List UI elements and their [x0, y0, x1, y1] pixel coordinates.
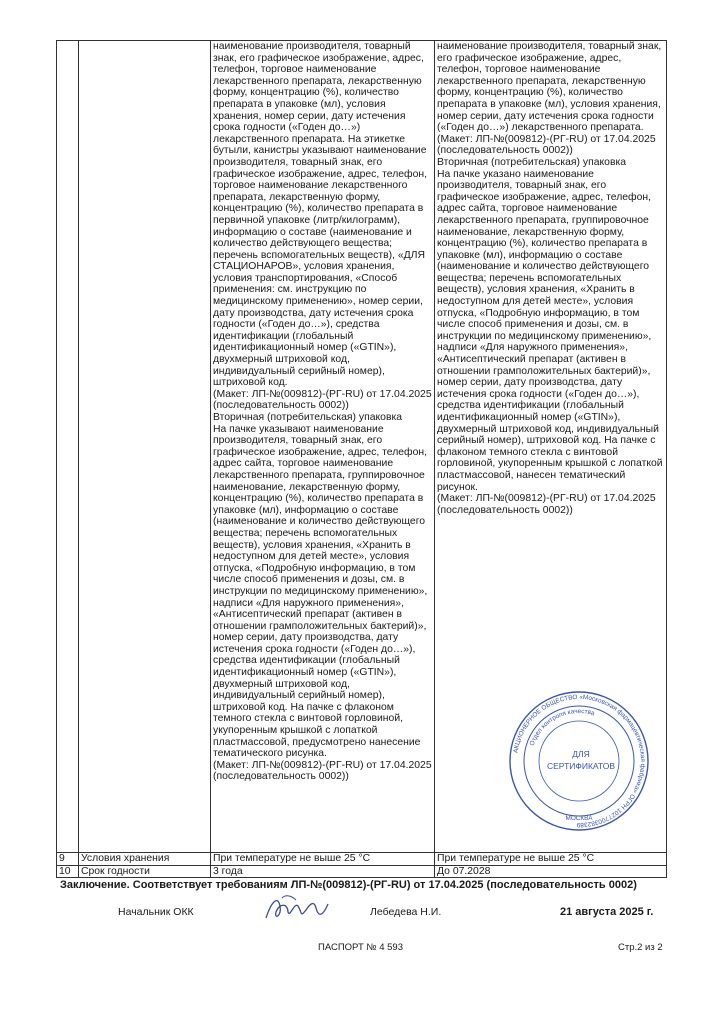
actual-cell: наименование производителя, товарный знак, его графическое изображение, адрес, телефон, торговое наименование лекарственного препарата, лекарственную форму, концентрацию (%), количество препарата в упаковке (мл), условия хранения, номер серии, дату истечения срока годности («Годен до…») лекарственного препарата. (Макет: ЛП-№(009812)-(РГ-RU) от 17.04.2025 (последовательность 0002)) Вторичная (потребительская) упаковка На пачке указано наименование производителя, товарный знак, его графическое изображение, адрес, телефон, адрес сайта, торговое наименование лекарственного препарата, группировочное наименование, лекарственную форму, концентрацию (%), количество препарата в упаковке (мл), информацию о составе (наименование и количество действующего вещества; перечень вспомогательных веществ), условия хранения, «Хранить в недоступном для детей месте», условия отпуска, «Подробную информацию, в том числе способ применения и дозы, см. в инструкции по медицинскому применению», надписи «Для наружного применения», «Антисептический препарат (активен в отношении грамположительных бактерий)», номер серии, дату производства, дату истечения срока годности («Годен до…»), средства идентификации (глобальный идентификационный номер («GTIN»), двухмерный штриховой код, индивидуальный серийный номер), штриховой код. На пачке с флаконом темного стекла с винтовой горловиной, укупоренным крышкой с лопаткой пластмассовой, нанесен тематический рисунок. (Макет: ЛП-№(009812)-(РГ-RU) от 17.04.2025 (последовательность 0002)): [435, 41, 667, 853]
table-cell-num: [57, 41, 79, 853]
row-actual: При температуре не выше 25 °С: [435, 853, 667, 866]
stamp-city: МОСКВА: [565, 815, 593, 822]
requirement-cell: наименование производителя, товарный знак, его графическое изображение, адрес, телефон, торговое наименование лекарственного препарата, лекарственную форму, концентрацию (%), количество препарата в упаковке (мл), условия хранения, номер серии, дату истечения срока годности («Годен до…») лекарственного препарата. На этикетке бутыли, канистры указывают наименование производителя, товарный знак, его графическое изображение, адрес, телефон, торговое наименование лекарственного препарата, лекарственную форму, концентрацию (%), количество препарата в первичной упаковке (литр/килограмм), информацию о составе (наименование и количество действующего вещества; перечень вспомогательных веществ), «ДЛЯ СТАЦИОНАРОВ», условия хранения, условия транспортирования, «Способ применения: см. инструкцию по медицинскому применению», номер серии, дату производства, дату истечения срока годности («Годен до…»), средства идентификации (глобальный идентификационный номер («GTIN»), двухмерный штриховой код, индивидуальный серийный номер), штриховой код. (Макет: ЛП-№(009812)-(РГ-RU) от 17.04.2025 (последовательность 0002)) Вторичная (потребительская) упаковка На пачке указывают наименование производителя, товарный знак, его графическое изображение, адрес, телефон, адрес сайта, торговое наименование лекарственного препарата, группировочное наименование, лекарственную форму, концентрацию (%), количество препарата в упаковке (мл), информацию о составе (наименование и количество действующего вещества; перечень вспомогательных веществ), условия хранения, «Хранить в недоступном для детей месте», условия отпуска, «Подробную информацию, в том числе способ применения и дозы, см. в инструкции по медицинскому применению», надписи «Для наружного применения», «Антисептический препарат (активен в отношении грамположительных бактерий)», номер серии, дату производства, дату истечения срока годности («Годен до…»), средства идентификации (глобальный идентификационный номер («GTIN»), двухмерный штриховой код, индивидуальный серийный номер), штриховой код. На пачке с флаконом темного стекла с винтовой горловиной, укупоренным крышкой с лопаткой пластмассовой, предусмотрено нанесение тематического рисунка. (Макет: ЛП-№(009812)-(РГ-RU) от 17.04.2025 (последовательность 0002)): [211, 41, 435, 853]
document-date: 21 августа 2025 г.: [560, 906, 654, 918]
signatory-title: Начальник ОКК: [118, 906, 194, 918]
row-number: 10: [57, 865, 79, 878]
conclusion: Заключение. Соответствует требованиям ЛП-№(009812)-(РГ-RU) от 17.04.2025 (последовательность 0002): [60, 879, 637, 891]
stamp-outer-text: АКЦИОНЕРНОЕ ОБЩЕСТВО «Московская фармацевтическая фабрика» ОГРН 1027700382389: [512, 693, 647, 829]
row-actual: До 07.2028: [435, 865, 667, 878]
passport-number: ПАСПОРТ № 4 593: [318, 942, 403, 953]
table-row: [57, 853, 667, 866]
stamp-label-line1: ДЛЯ: [572, 749, 590, 759]
row-requirement: При температуре не выше 25 °С: [211, 853, 435, 866]
signature: [262, 892, 332, 926]
table-cell-property: [79, 41, 211, 853]
stamp-label: [542, 748, 620, 774]
row-number: 9: [57, 853, 79, 866]
signatory-name: Лебедева Н.И.: [370, 906, 442, 918]
stamp-label-line2: СЕРТИФИКАТОВ: [546, 761, 616, 771]
table-row: [57, 865, 667, 878]
row-property: Срок годности: [79, 865, 211, 878]
stamp-inner-text: Отдел контроля качества: [528, 707, 596, 747]
row-property: Условия хранения: [79, 853, 211, 866]
page-number: Стр.2 из 2: [618, 942, 663, 953]
row-requirement: 3 года: [211, 865, 435, 878]
